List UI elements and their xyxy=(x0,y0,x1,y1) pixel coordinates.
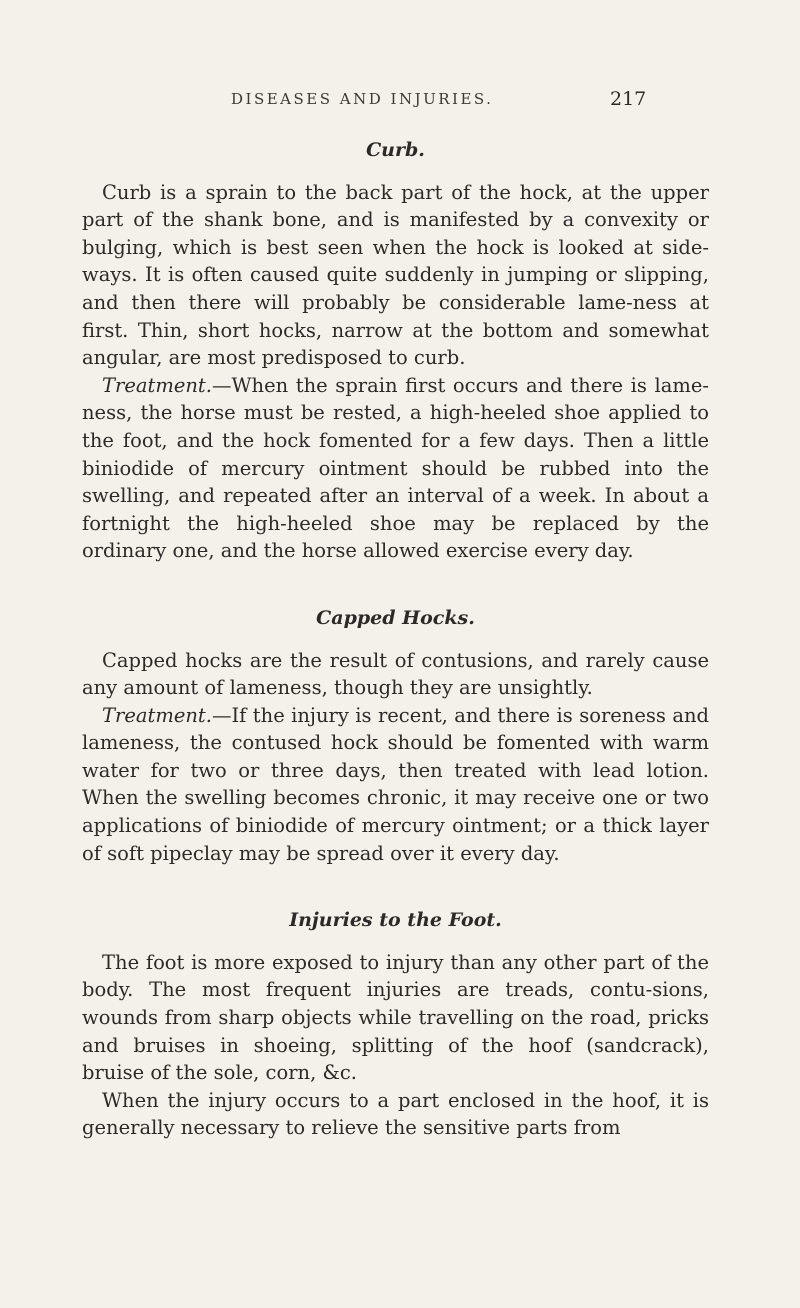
paragraph-text: When the injury occurs to a part enclosed in the hoof, it is generally necessary to relieve the sensitive parts from xyxy=(82,1088,709,1140)
paragraph xyxy=(82,1087,709,1142)
treatment-label: Treatment. xyxy=(102,703,212,727)
running-title: DISEASES AND INJURIES. xyxy=(231,90,494,108)
treatment-label: Treatment. xyxy=(102,373,212,397)
paragraph-text: Curb is a sprain to the back part of the hock, at the upper part of the shank bone, and is manifested by a convexity or bulging, which is best seen when the hock is looked at side-ways. It is often caused quite suddenly in jumping or slipping, and then there will probably be considerable lame-ness at first. Thin, short hocks, narrow at the bottom and somewhat angular, are most predisposed to curb. xyxy=(82,180,709,370)
paragraph-text: The foot is more exposed to injury than any other part of the body. The most frequent injuries are treads, contu-sions, wounds from sharp objects while travelling on the road, pricks and bruises in shoeing, splitting of the hoof (sandcrack), bruise of the sole, corn, &c. xyxy=(82,950,709,1085)
paragraph-text: —If the injury is recent, and there is soreness and lameness, the contused hock should be fomented with warm water for two or three days, then treated with lead lotion. When the swelling becomes chronic, it may receive one or two applications of biniodide of mercury ointment; or a thick layer of soft pipeclay may be spread over it every day. xyxy=(82,703,709,865)
paragraph-text: Capped hocks are the result of contusions, and rarely cause any amount of lameness, though they are unsightly. xyxy=(82,648,709,700)
page-number: 217 xyxy=(610,88,647,110)
paragraph xyxy=(82,647,709,702)
paragraph xyxy=(82,179,709,372)
paragraph xyxy=(82,702,709,868)
paragraph xyxy=(82,372,709,565)
section-heading-curb: Curb. xyxy=(366,139,425,161)
paragraph xyxy=(82,949,709,1087)
running-head xyxy=(0,88,800,118)
section-heading-injuries-to-the-foot: Injuries to the Foot. xyxy=(289,909,502,932)
body-text xyxy=(82,137,709,1142)
section-heading-capped-hocks: Capped Hocks. xyxy=(316,606,475,629)
paragraph-text: —When the sprain first occurs and there is lame-ness, the horse must be rested, a high-heeled shoe applied to the foot, and the hock fomented for a few days. Then a little biniodide of mercury ointment should be rubbed into the swelling, and repeated after an interval of a week. In about a fortnight the high-heeled shoe may be replaced by the ordinary one, and the horse allowed exercise every day. xyxy=(82,373,709,563)
